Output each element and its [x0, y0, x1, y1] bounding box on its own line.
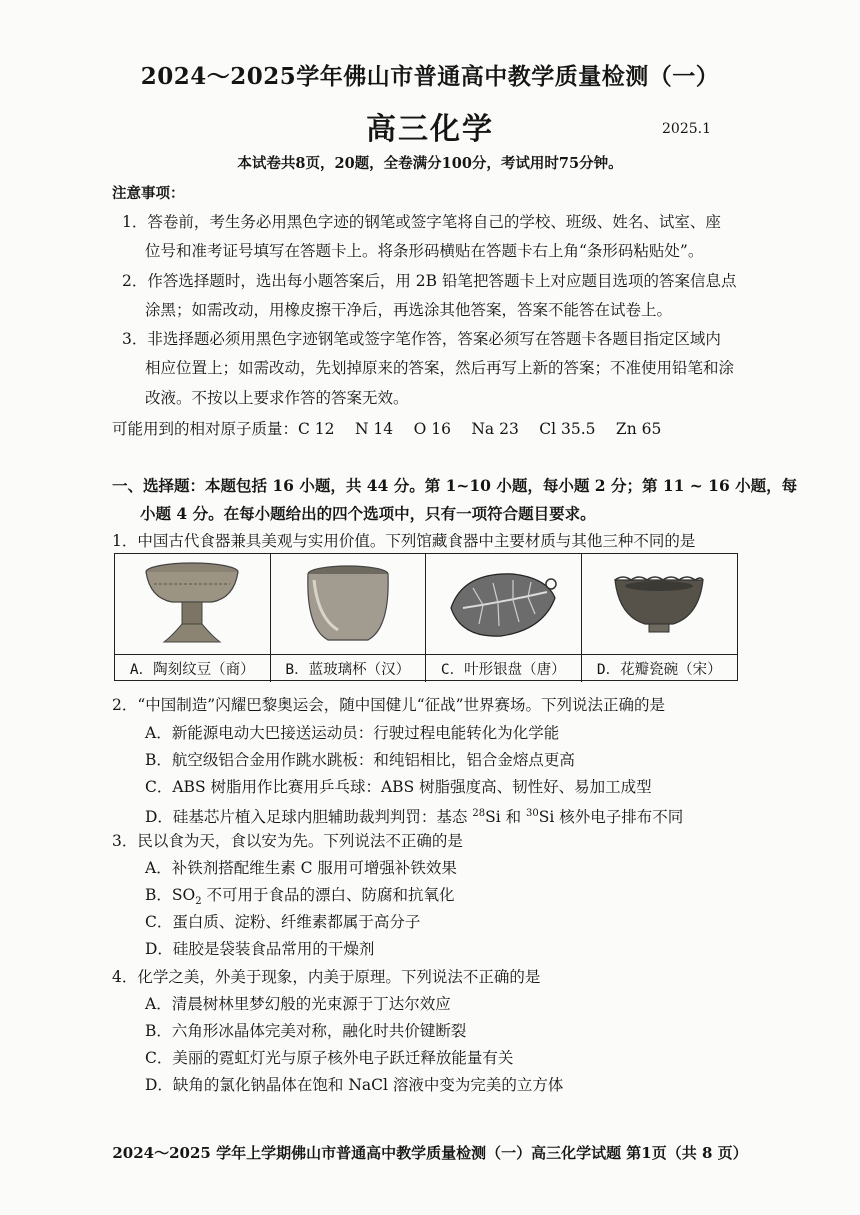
silver-leaf-plate-image [426, 554, 582, 654]
note-line: 涂黑；如需改动，用橡皮擦干净后，再选涂其他答案，答案不能答在试卷上。 [145, 301, 673, 319]
note-line: 3．非选择题必须用黑色字迹钢笔或签字笔作答，答案必须写在答题卡各题目指定区域内 [122, 330, 721, 348]
q1-option-a: A．陶刻纹豆（商） [115, 654, 271, 682]
q3-option-c: C．蛋白质、淀粉、纤维素都属于高分子 [145, 913, 421, 931]
q1-option-b: B．蓝玻璃杯（汉） [271, 654, 427, 682]
q3-stem: 3．民以食为天，食以安为先。下列说法不正确的是 [112, 832, 463, 850]
q3-option-d: D．硅胶是袋装食品常用的干燥剂 [145, 940, 375, 958]
q1-option-table [114, 553, 738, 681]
exam-date: 2025.1 [662, 121, 711, 137]
note-line: 位号和准考证号填写在答题卡上。将条形码横贴在答题卡右上角“条形码粘贴处”。 [145, 242, 704, 260]
q2-option-b: B．航空级铝合金用作跳水跳板：和纯铝相比，铝合金熔点更高 [145, 751, 575, 769]
q3-option-b: B．$SO_2$ 不可用于食品的漂白、防腐和抗氧化 [145, 886, 455, 908]
q2-stem: 2．“中国制造”闪耀巴黎奥运会，随中国健儿“征战”世界赛场。下列说法正确的是 [112, 696, 666, 714]
subject-title: 高三化学 [366, 112, 494, 147]
section-heading: 一、选择题：本题包括 16 小题，共 44 分。第 1~10 小题，每小题 2 分；第 11 ~ 16 小题，每 [112, 476, 798, 495]
q2-option-a: A．新能源电动大巴接送运动员：行驶过程电能转化为化学能 [145, 724, 560, 742]
notes-heading: 注意事项： [112, 185, 185, 202]
q1-stem: 1．中国古代食器兼具美观与实用价值。下列馆藏食器中主要材质与其他三种不同的是 [112, 532, 696, 550]
glass-cup-image [271, 554, 427, 654]
page-footer: 2024～2025 学年上学期佛山市普通高中教学质量检测（一）高三化学试题 第1页（共 8 页） [112, 1144, 748, 1162]
q1-option-c: C．叶形银盘（唐） [426, 654, 582, 682]
note-line: 改液。不按以上要求作答的答案无效。 [145, 389, 409, 407]
q4-option-b: B．六角形冰晶体完美对称，融化时共价键断裂 [145, 1022, 467, 1040]
q3-option-a: A．补铁剂搭配维生素 C 服用可增强补铁效果 [145, 859, 457, 877]
porcelain-bowl-image [582, 554, 738, 654]
note-line: 2．作答选择题时，选出每小题答案后，用 2B 铅笔把答题卡上对应题目选项的答案信息点 [122, 272, 737, 290]
q4-option-a: A．清晨树林里梦幻般的光束源于丁达尔效应 [145, 995, 451, 1013]
pottery-dou-image [115, 554, 271, 654]
note-line: 1．答卷前，考生务必用黑色字迹的钢笔或签字笔将自己的学校、班级、姓名、试室、座 [122, 213, 721, 231]
q4-option-c: C．美丽的霓虹灯光与原子核外电子跃迁释放能量有关 [145, 1049, 514, 1067]
q2-option-d: D．硅基芯片植入足球内胆辅助裁判判罚：基态 $^{28}$Si 和 $^{30}$Si 核外电子排布不同 [145, 808, 684, 827]
q4-stem: 4．化学之美，外美于现象，内美于原理。下列说法不正确的是 [112, 968, 541, 986]
atomic-masses: 可能用到的相对原子质量：C 12 N 14 O 16 Na 23 Cl 35.5 Zn 65 [112, 420, 662, 438]
section-heading-cont: 小题 4 分。在每小题给出的四个选项中，只有一项符合题目要求。 [140, 504, 596, 523]
exam-title: 2024～2025学年佛山市普通高中教学质量检测（一） [140, 63, 720, 90]
exam-meta: 本试卷共8页，20题，全卷满分100分，考试用时75分钟。 [237, 155, 623, 172]
note-line: 相应位置上；如需改动，先划掉原来的答案，然后再写上新的答案；不准使用铅笔和涂 [145, 359, 735, 377]
q4-option-d: D．缺角的氯化钠晶体在饱和 NaCl 溶液中变为完美的立方体 [145, 1076, 564, 1094]
q1-option-d: D．花瓣瓷碗（宋） [582, 654, 738, 682]
q2-option-c: C．ABS 树脂用作比赛用乒乓球：ABS 树脂强度高、韧性好、易加工成型 [145, 778, 652, 796]
